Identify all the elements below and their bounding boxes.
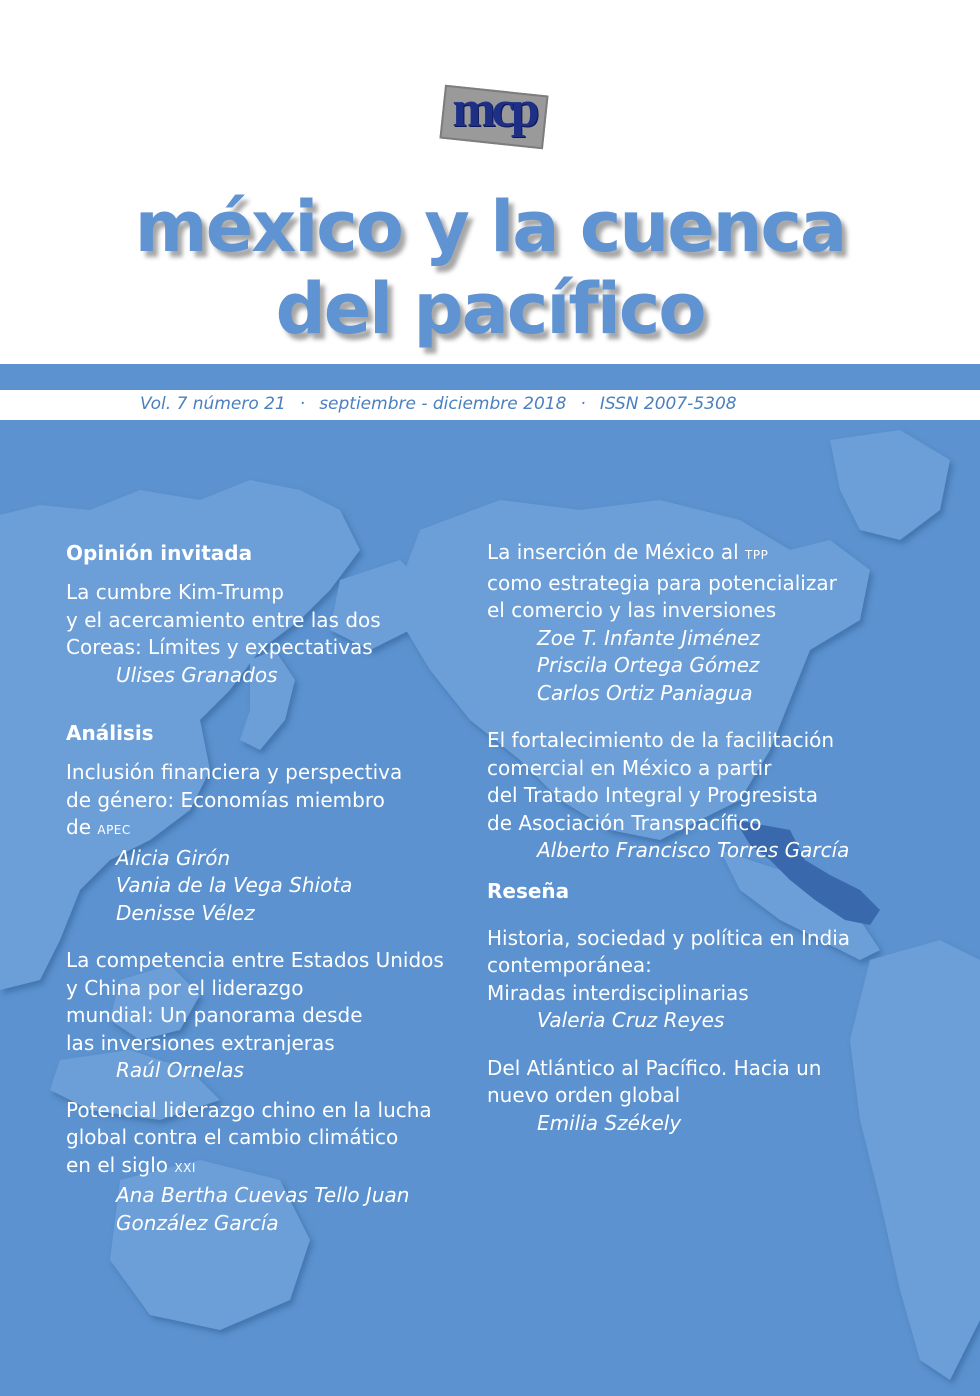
article-title: Historia, sociedad y política en India contemporánea: Miradas interdisciplinarias [487,925,851,1005]
section-heading-opinion: Opinión invitada [66,541,253,565]
article-authors [487,837,967,865]
journal-title-line-1: méxico y la cuenca [134,186,846,268]
issue-separator: · [299,394,306,414]
toc-article[interactable] [487,539,967,707]
article-authors [487,625,967,708]
toc-article[interactable] [66,1097,466,1238]
issue-separator: · [580,394,586,414]
article-title [66,1097,466,1183]
article-title: La cumbre Kim-Trump y el acercamiento entre las dos Coreas: Límites y expectativas [66,580,381,659]
toc-article[interactable] [66,759,466,927]
toc-left-column [66,539,466,1237]
article-title-text: Inclusión financiera y perspectiva de género: Economías miembro de [66,760,403,839]
article-title [487,539,967,625]
article-title: Del Atlántico al Pacífico. Hacia un nuevo orden global [487,1055,822,1107]
section-heading-analisis: Análisis [66,721,154,745]
article-author: Raúl Ornelas [116,1058,244,1082]
article-author: Ulises Granados [116,662,278,687]
journal-logo [440,78,548,154]
toc-article[interactable] [66,947,466,1085]
article-title: La competencia entre Estados Unidos y China por el liderazgo mundial: Un panorama desde las inversiones extranjeras [66,948,444,1055]
article-title-acronym: XXI [174,1160,196,1175]
journal-title-line-2: del pacífico [275,268,705,350]
article-authors [487,1110,967,1138]
toc-right-column [487,539,967,1137]
toc-article[interactable] [487,1055,967,1138]
issue-volume: Vol. 7 número 21 [140,394,286,414]
article-author: Ana Bertha Cuevas Tello Juan González García [116,1183,410,1235]
article-title [66,759,466,845]
article-author: Emilia Székely [537,1110,682,1135]
toc-article[interactable] [66,579,466,689]
article-title-acronym: APEC [97,823,131,837]
article-title-text: Potencial liderazgo chino en la lucha global contra el cambio climático en el siglo [66,1097,432,1177]
article-author: Alberto Francisco Torres García [537,838,850,862]
logo-monogram: mcp [452,81,536,138]
issue-info [140,394,840,418]
article-author: Denisse Vélez [116,900,255,925]
issue-issn: ISSN 2007-5308 [599,394,737,414]
article-authors [66,1057,466,1085]
section-heading-resena: Reseña [487,878,570,903]
article-authors [66,845,466,928]
article-title: El fortalecimiento de la facilitación comercial en México a partir del Tratado Integral y Progresista de Asociación Transpacífico [487,728,835,835]
article-title-text: La inserción de México al [487,540,746,564]
article-title-acronym: TPP [745,548,769,562]
article-authors [66,1182,466,1237]
toc-article[interactable] [487,727,967,865]
article-authors [487,1007,967,1035]
issue-period: septiembre - diciembre 2018 [319,394,567,414]
article-author: Vania de la Vega Shiota [116,873,353,897]
article-author: Zoe T. Infante Jiménez [537,625,760,650]
greenland-landmass [830,430,950,540]
article-author: Alicia Girón [116,845,231,870]
article-author: Priscila Ortega Gómez [537,653,760,677]
article-title-text: como estrategia para potencializar el comercio y las inversiones [487,570,837,622]
article-authors [66,662,466,690]
toc-article[interactable] [487,925,967,1035]
article-author: Carlos Ortiz Paniagua [537,680,753,705]
article-author: Valeria Cruz Reyes [537,1008,725,1032]
